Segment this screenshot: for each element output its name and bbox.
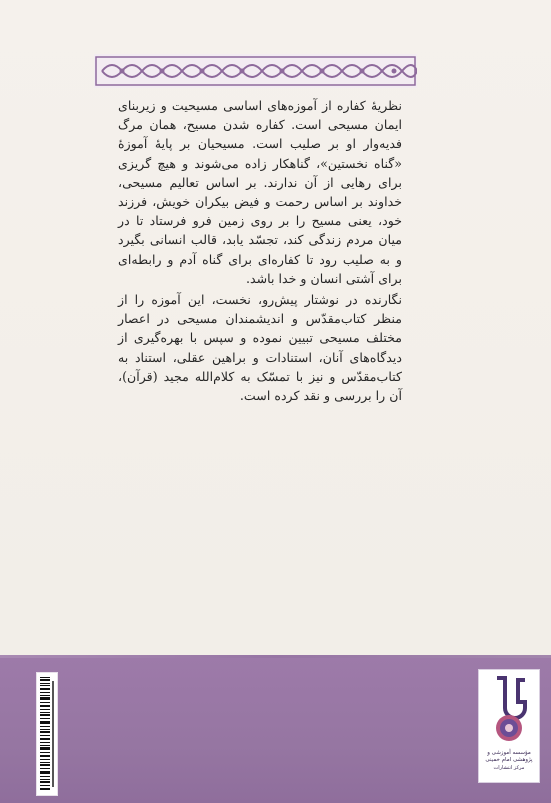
blurb-paragraph-1: نظریهٔ کفاره از آموزه‌های اساسی مسیحیت و زیربنای ایمان مسیحی است. کفاره شدن مسیح، همان مرگ فدیه‌وار او بر صلیب است. مسیحیان بر پایهٔ آموزهٔ «گناه نخستین»، گناهکار زاده می‌شوند و هیچ گریزی برای رهایی از آن ندارند. بر اساس تعالیم مسیحی، خداوند بر اساس رحمت و فیض بیکران خویش، فرزند خود، یعنی مسیح را بر روی زمین فرو فرستاد تا در میان مردم زندگی کند، تجسّد یابد، قالب انسانی بگیرد و به صلیب رود تا کفاره‌ای برای گناه آدم و رابطه‌ای برای آشتی انسان و خدا باشد. [118,98,402,286]
publisher-subtitle: مرکز انتشارات [493,765,525,771]
blurb-paragraph-2: نگارنده در نوشتار پیش‌رو، نخست، این آموزه را از منظر کتاب‌مقدّس و اندیشمندان مسیحی در اعصار مختلف مسیحی تبیین نموده و سپس با بهره‌گیری از دیدگاه‌های آنان، استنادات و براهین عقلی، استناد به کتاب‌مقدّس و نیز با تمسّک به کلام‌الله مجید (قرآن)، آن را بررسی و نقد کرده است. [118,292,402,404]
publisher-name: مؤسسه آموزشی و پژوهشی امام خمینی [485,750,533,763]
purple-footer-band [0,658,551,803]
publisher-logo [478,669,540,783]
barcode [36,672,58,796]
blurb-text [118,96,402,407]
publisher-emblem-icon [479,670,539,750]
decorative-ornament-border [94,54,417,88]
